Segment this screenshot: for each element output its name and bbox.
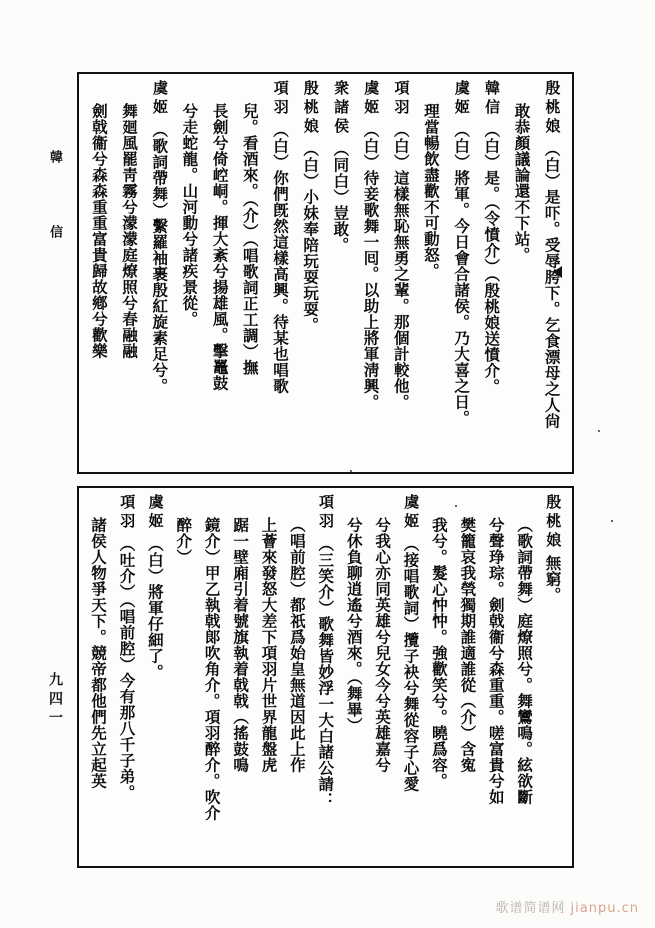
ink-speck [455,505,457,507]
text-column [175,80,205,468]
text-column [295,80,325,468]
column-text: 樊籠哀我煢獨期誰適誰從（介）含寃 [458,517,478,773]
text-column [114,80,144,468]
column-text: （吐介）（唱前腔）今有那八千子弟。 [117,536,137,801]
column-text: （白）你們旣然這樣高興。待某也唱歌 [270,122,290,394]
text-column [507,80,537,468]
column-text: 理當暢飲盡歡不可動怒。 [421,103,441,279]
edge-marker-icon [553,266,562,278]
column-text: 兒。看酒來。（介）（唱歌詞正工調）撫 [240,103,260,376]
text-column [453,494,481,862]
text-column [326,80,356,468]
text-column [255,494,283,862]
column-text: （白）這樣無恥無勇之輩。那個計較他。 [391,122,411,410]
watermark-url: jianpu.cn [570,901,639,916]
text-block-top [77,72,574,474]
text-column [198,494,226,862]
speaker-name: 項羽 [317,494,336,532]
text-column [482,494,510,862]
speaker-name: 殷桃娘 [301,80,320,137]
column-text: （白）待妾歌舞一囘。以助上將軍淸興。 [361,122,381,410]
column-text: （接唱歌詞）攬子袂兮舞從容子心愛 [401,536,421,792]
text-block-bottom [77,486,574,868]
text-column [537,80,567,468]
column-text: （白）將軍。今日會合諸侯。乃大喜之日。 [452,122,472,426]
text-column [226,494,254,862]
text-column [84,80,114,468]
speaker-name: 項羽 [118,494,137,532]
text-column [141,494,169,862]
text-column [144,80,174,468]
text-column [311,494,339,862]
speaker-name: 殷桃娘 [544,494,563,551]
text-column [283,494,311,862]
text-column [476,80,506,468]
running-title: 韓信 [47,150,62,300]
text-column [368,494,396,862]
text-column [397,494,425,862]
column-text: 鏡介）甲乙執戟郞吹角介。項羽醉介。吹介 [202,517,222,821]
column-text: 醉介） [174,517,194,565]
column-text: 諸侯人物爭天下。競帝都他們先立起英 [89,517,109,789]
text-column [169,494,197,862]
text-column [113,494,141,862]
text-column [510,494,538,862]
speaker-name: 衆諸侯 [332,80,351,137]
speaker-name: 虞姬 [452,80,471,118]
speaker-name: 虞姬 [402,494,421,532]
column-text: 長劍兮倚崆峒。揮大紊兮揚雄風。擊鼉鼓 [210,103,230,391]
column-text: （白）是。（令憤介）（殷桃娘送憤介。 [482,122,502,395]
speaker-name: 虞姬 [150,80,169,118]
column-text: （唱前腔）都祇爲始皇無道因此上作 [287,517,307,773]
column-text: 敢恭顏議論還不下站。 [512,103,532,263]
vertical-columns-bottom [79,488,572,866]
column-text: （白）將軍仔細了。 [145,536,165,680]
speaker-name: 韓信 [483,80,502,118]
text-column [235,80,265,468]
speaker-name: 虞姬 [362,80,381,118]
column-text: （同白）豈敢。 [331,141,351,253]
column-text: 兮休負聊逍遙兮酒來。（舞畢） [344,517,364,734]
column-text: 兮我心亦同英雄兮兒女今兮英雄嘉兮 [373,517,393,773]
column-text: 劍戟衞兮森森重重富貴歸故鄕兮歡樂 [89,103,109,359]
text-column [205,80,235,468]
text-column [446,80,476,468]
ink-speck [598,430,600,432]
column-text: （白）小妹奉陪玩耍玩耍。 [301,141,321,333]
text-column [84,494,112,862]
column-text: 上薈來發怒大差下項羽片世界龍盤虎 [259,517,279,773]
vertical-columns-top [79,74,572,472]
text-column [425,494,453,862]
text-column [265,80,295,468]
text-column [386,80,416,468]
speaker-name: 項羽 [392,80,411,118]
column-text: 無窮。 [543,555,563,603]
text-column [416,80,446,468]
column-text: 兮聲琤琮。劍戟衞兮森重重。嗟富貴兮如 [486,517,506,805]
column-text: （白）是吓。受辱胯下。乞食漂母之人尙 [542,141,562,429]
speaker-name: 虞姬 [146,494,165,532]
speaker-name: 殷桃娘 [543,80,562,137]
column-text: 舞廻風罷靑霧兮濛濛庭燎照兮春融融 [120,103,140,359]
page-number: 九四一 [47,672,63,729]
column-text: 兮走蛇龍。山河動兮諸疾景從。 [180,103,200,327]
column-text: （歌詞帶舞）繫羅袖裹殷紅旋素足兮。 [150,122,170,394]
column-text: 我兮。髮心忡忡。強歡笑兮。曉爲容。 [429,517,449,789]
column-text: （三笑介）歌舞皆妙浮一大白諸公請： [316,536,336,808]
text-column [356,80,386,468]
watermark-site-name: 歌谱简谱网 [495,901,566,916]
ink-speck [611,520,613,522]
watermark [496,897,639,916]
column-text: （歌詞帶舞）庭燎照兮。舞鸞鳴。絃欲斷 [515,517,535,805]
ink-speck [350,470,352,472]
text-column [340,494,368,862]
text-column [539,494,567,862]
speaker-name: 項羽 [271,80,290,118]
column-text: 踞一壁廂引着號旗執着戟戟（搖鼓鳴 [231,517,251,773]
